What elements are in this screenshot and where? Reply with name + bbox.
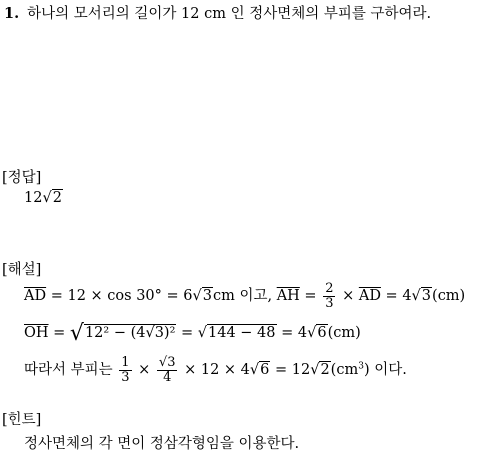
solution-line-3: 따라서 부피는 $\frac{1}{3}$ × $\frac{√3}{4}$ × $12 \times 4√6 = 12√2(cm^3)$ 이다. [24, 355, 407, 385]
answer-value: 12√2 [24, 190, 62, 206]
question-number: 1. [4, 5, 20, 22]
solution-line-2: $\overline{OH} = √12^2 - (4√3)^2 = √144 - 48 = 4√6(cm)$ [24, 321, 361, 346]
question-text: 하나의 모서리의 길이가 12 cm 인 정사면체의 부피를 구하여라. [27, 6, 432, 22]
hint-label: [힌트] [2, 412, 42, 428]
answer-label: [정답] [2, 170, 42, 186]
hint-text: 정사면체의 각 면이 정삼각형임을 이용한다. [24, 436, 300, 452]
solution-line-1: $\overline{AD} = 12 \times \cos 30^\circ = 6√3cm$ 이고, $\overline{AH}$ = $\frac{2}{3}$ × $\overline{AD} = 4√3(cm)$ [24, 281, 466, 311]
solution-label: [해설] [2, 262, 42, 278]
question [4, 2, 431, 23]
